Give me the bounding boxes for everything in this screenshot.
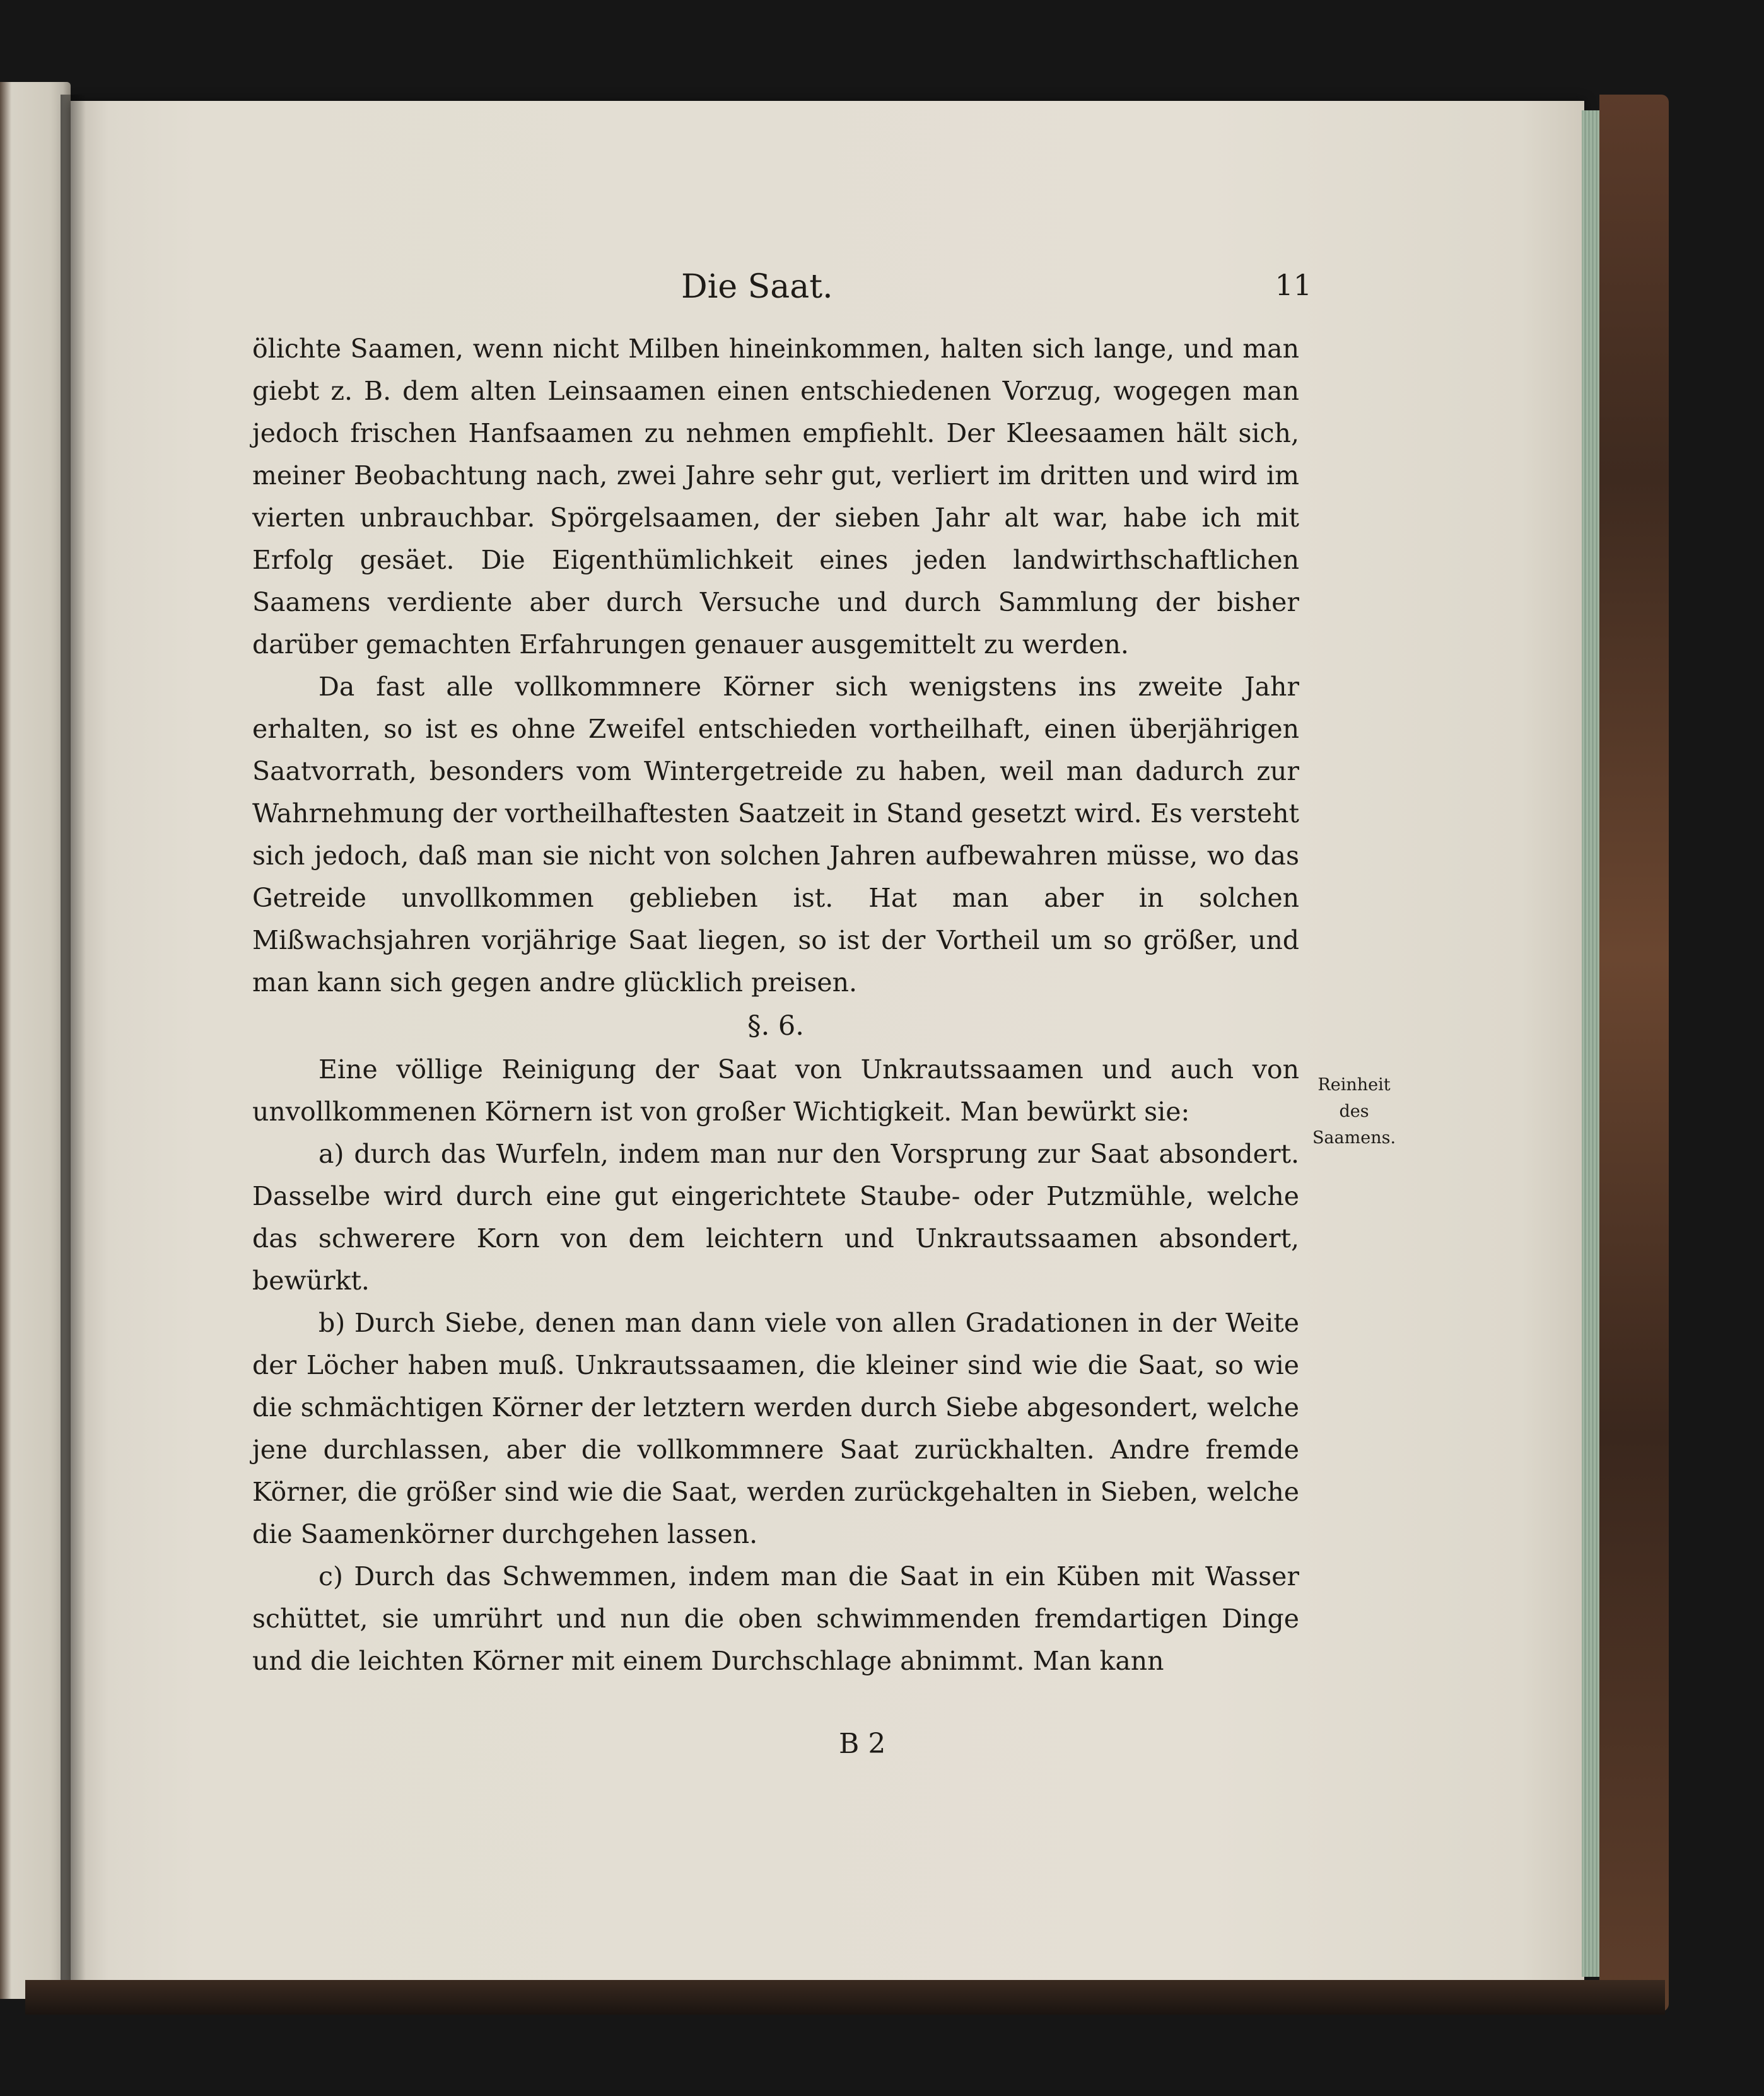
list-item-c: c) Durch das Schwemmen, indem man die Saat in ein Küben mit Wasser schüttet, sie umrührt und nun die oben schwimmenden fremdartigen Dinge und die leichten Körner mit einem Durchschlage abnimmt. Man kann bbox=[252, 1561, 1299, 1676]
section-heading: §. 6. bbox=[747, 1010, 804, 1042]
page-edges bbox=[1582, 110, 1599, 1977]
running-title: Die Saat. bbox=[681, 268, 833, 306]
book-cover-edge bbox=[1599, 95, 1669, 2012]
page-number: 11 bbox=[1275, 268, 1312, 302]
list-item-a: a) durch das Wurfeln, indem man nur den Vorsprung zur Saat absondert. Dasselbe wird durch eine gut eingerichtete Staube- oder Putzmühle, welche das schwerere Korn von dem leichtern und Unkrautssaamen absondert, bewürkt. bbox=[252, 1139, 1299, 1296]
paragraph: Eine völlige Reinigung der Saat von Unkrautssaamen und auch von unvollkommenen Körnern ist von großer Wichtigkeit. Man bewürkt sie: bbox=[252, 1054, 1299, 1127]
paragraph: ölichte Saamen, wenn nicht Milben hineinkommen, halten sich lange, und man giebt z. B. dem alten Leinsaamen einen entschiedenen Vorzug, wogegen man jedoch frischen Hanfsaamen zu nehmen empfiehlt. Der Kleesaamen hält sich, meiner Beobachtung nach, zwei Jahre sehr gut, verliert im dritten und wird im vierten unbrauchbar. Spörgelsaamen, der sieben Jahr alt war, habe ich mit Erfolg gesäet. Die Eigenthümlichkeit eines jeden landwirthschaftlichen Saamens verdiente aber durch Versuche und durch Sammlung der bisher darüber gemachten Erfahrungen genauer ausgemittelt zu werden. bbox=[252, 334, 1299, 660]
margin-note: Reinheit des Saamens. bbox=[1312, 1075, 1396, 1148]
list-item-b: b) Durch Siebe, denen man dann viele von allen Gradationen in der Weite der Löcher haben muß. Unkrautssaamen, die kleiner sind wie die Saat, so wie die schmächtigen Körner der letztern werden durch Siebe abgesondert, welche jene durchlassen, aber die vollkommnere Saat zurückhalten. Andre fremde Körner, die größer sind wie die Saat, werden zurückgehalten in Sieben, welche die Saamenkörner durchgehen lassen. bbox=[252, 1308, 1299, 1549]
page-header bbox=[681, 268, 1312, 312]
signature-mark: B 2 bbox=[839, 1728, 886, 1760]
spine-shadow bbox=[61, 95, 86, 1993]
paragraph: Da fast alle vollkommnere Körner sich wenigstens ins zweite Jahr erhalten, so ist es ohne Zweifel entschieden vortheilhaft, einen überjährigen Saatvorrath, besonders vom Wintergetreide zu haben, weil man dadurch zur Wahrnehmung der vortheilhaftesten Saatzeit in Stand gesetzt wird. Es versteht sich jedoch, daß man sie nicht von solchen Jahren aufbewahren müsse, wo das Getreide unvollkommen geblieben ist. Hat man aber in solchen Mißwachsjahren vorjährige Saat liegen, so ist der Vortheil um so größer, und man kann sich gegen andre glücklich preisen. bbox=[252, 672, 1299, 998]
book-cover-bottom bbox=[25, 1980, 1665, 2015]
body-text bbox=[252, 328, 1299, 1682]
